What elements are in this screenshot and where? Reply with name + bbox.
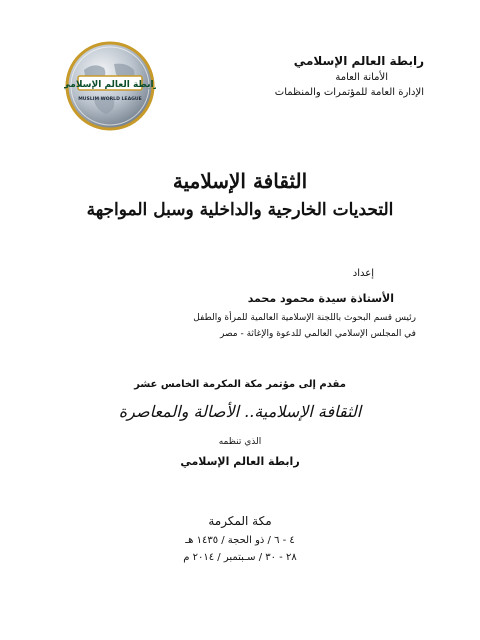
conference-organizer: رابطة العالم الإسلامي bbox=[180, 455, 300, 468]
author-name: الأستاذة سيدة محمود محمد bbox=[247, 292, 394, 305]
organization-header bbox=[204, 52, 424, 100]
author-role-2: في المجلس الإسلامي العالمي للدعوة والإغاثة - مصر bbox=[220, 329, 416, 339]
conference-organized-by-label: الذي تنظمه bbox=[218, 437, 262, 447]
place-and-date bbox=[0, 510, 480, 566]
logo-arabic-text: رابطة العالم الإسلامي bbox=[64, 80, 156, 90]
author-role-1: رئيس قسم البحوث باللجنة الإسلامية العالمية للمرأة والطفل bbox=[193, 313, 416, 323]
org-general-secretariat: الأمانة العامة bbox=[335, 72, 388, 83]
title-subtitle: التحديات الخارجية والداخلية وسبل المواجهة bbox=[86, 200, 394, 220]
document-title bbox=[0, 166, 480, 224]
city: مكة المكرمة bbox=[208, 514, 272, 528]
org-name: رابطة العالم الإسلامي bbox=[293, 54, 424, 68]
conference-theme: الثقافة الإسلامية.. الأصالة والمعاصرة bbox=[118, 402, 362, 421]
preparation-block bbox=[56, 266, 416, 342]
prepared-by-label: إعداد bbox=[352, 268, 374, 279]
hijri-date: ٤ - ٦ / ذو الحجة / ١٤٣٥ هـ bbox=[185, 535, 295, 546]
conference-block bbox=[0, 376, 480, 474]
logo-english-text: MUSLIM WORLD LEAGUE bbox=[78, 97, 142, 102]
globe-logo-icon bbox=[64, 40, 156, 132]
org-department: الإدارة العامة للمؤتمرات والمنظمات bbox=[274, 87, 424, 98]
conference-presented-to: مقدم إلى مؤتمر مكة المكرمة الخامس عشر bbox=[134, 379, 346, 390]
muslim-world-league-logo bbox=[64, 40, 156, 132]
title-main: الثقافة الإسلامية bbox=[172, 169, 308, 193]
gregorian-date: ٢٨ - ٣٠ / سـبتمبر / ٢٠١٤ م bbox=[183, 552, 297, 563]
